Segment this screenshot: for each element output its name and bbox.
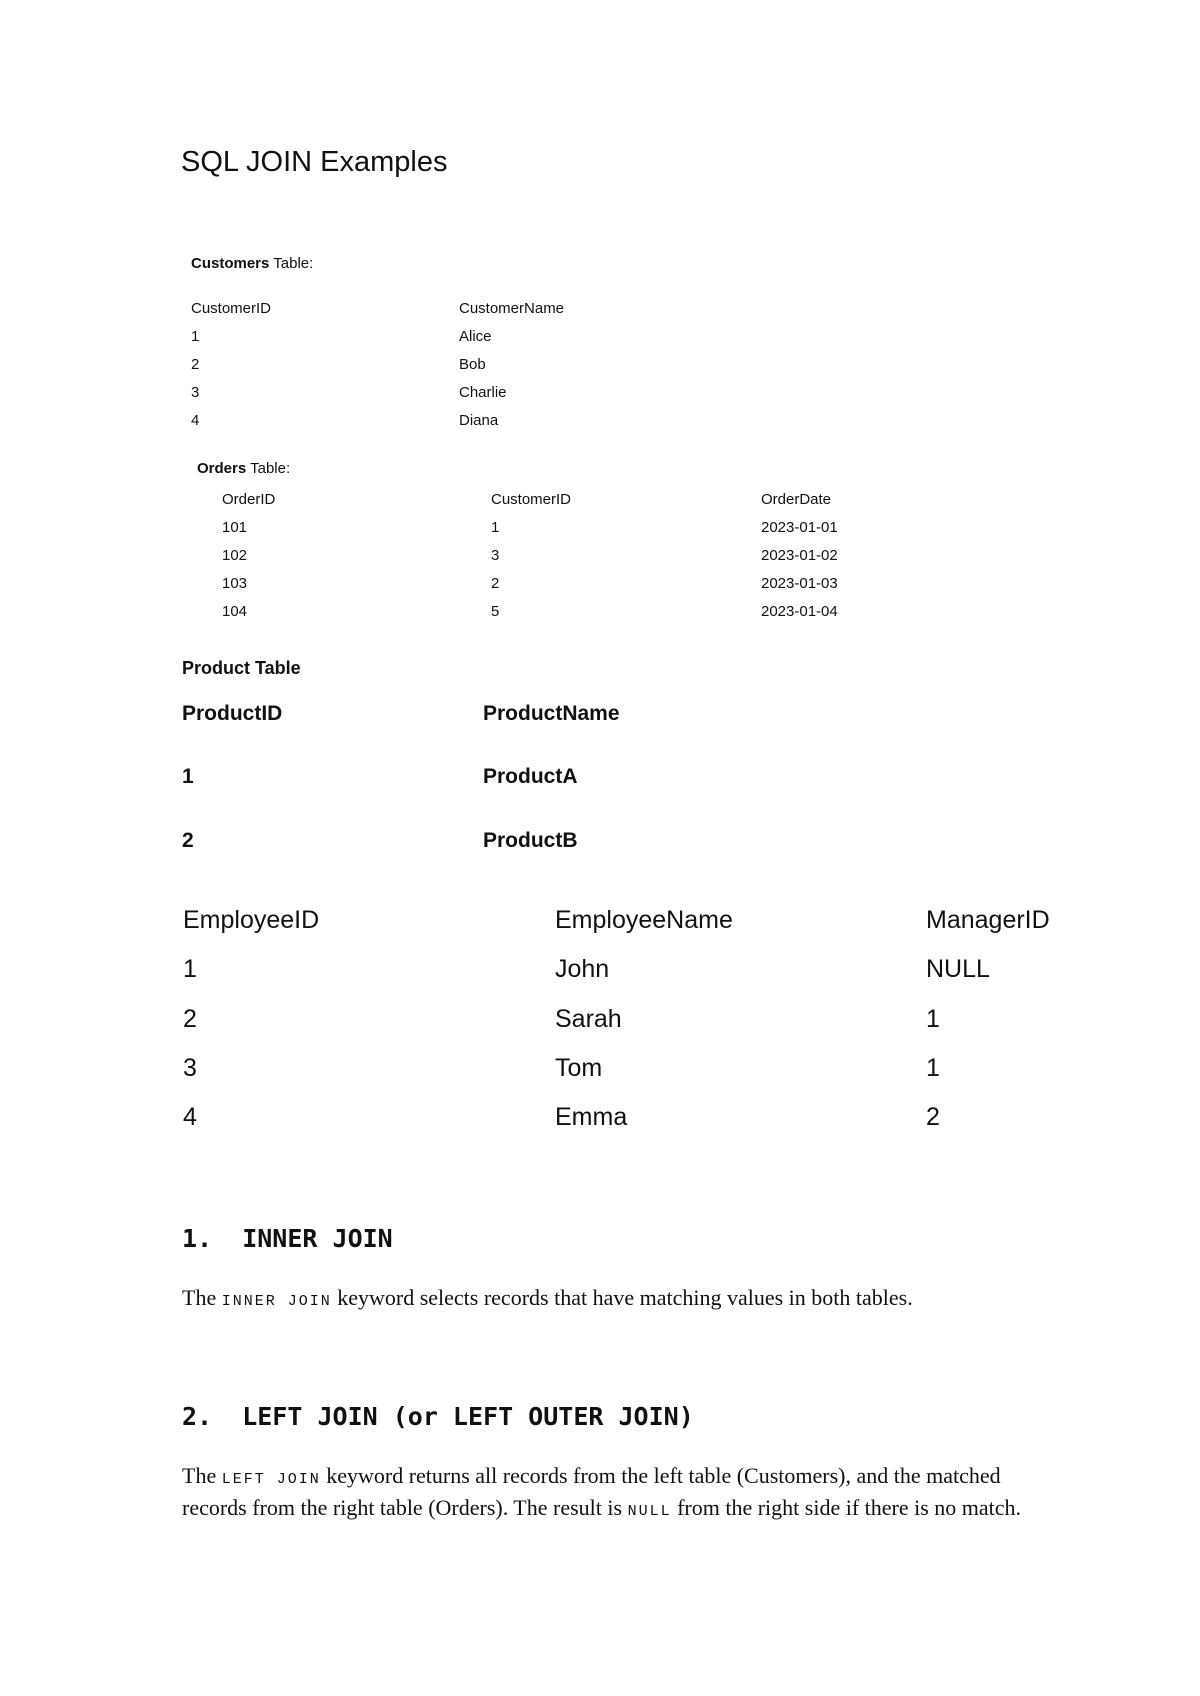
paragraph-text: from the right side if there is no match. [671, 1495, 1022, 1520]
paragraph-text: keyword returns all records from the left table (Customers), and the matched records from the right table (Orders). The result is [182, 1463, 1001, 1520]
employees-cell: 1 [183, 955, 197, 983]
employees-header-id: EmployeeID [183, 906, 320, 934]
section-heading-left-join: 2. LEFT JOIN (or LEFT OUTER JOIN) [182, 1402, 694, 1431]
customers-cell: 4 [191, 412, 200, 429]
employees-cell: NULL [926, 955, 990, 983]
section-heading-inner-join: 1. INNER JOIN [182, 1224, 393, 1253]
orders-cell: 101 [222, 519, 248, 536]
product-cell: ProductB [483, 829, 578, 852]
customers-cell: Diana [459, 412, 499, 429]
paragraph-text: The [182, 1463, 222, 1488]
paragraph-text: keyword selects records that have matching values in both tables. [331, 1285, 913, 1310]
inline-code: INNER JOIN [221, 1293, 332, 1310]
section-paragraph-inner-join [182, 1284, 1042, 1316]
customers-header-name: CustomerName [459, 300, 565, 317]
orders-cell: 2 [491, 575, 500, 592]
customers-cell: Alice [459, 328, 492, 345]
orders-label-rest: Table: [246, 460, 291, 477]
employees-cell: 1 [926, 1005, 940, 1033]
product-header-name: ProductName [483, 702, 620, 725]
orders-cell: 5 [491, 603, 500, 620]
orders-cell: 2023-01-02 [761, 547, 838, 564]
employees-cell: 1 [926, 1054, 940, 1082]
customers-cell: Bob [459, 356, 486, 373]
product-cell: ProductA [483, 765, 578, 788]
orders-cell: 3 [491, 547, 500, 564]
product-cell: 1 [182, 765, 194, 788]
inline-code: LEFT JOIN [221, 1471, 321, 1488]
orders-label-bold: Orders [197, 460, 247, 477]
inline-code: NULL [627, 1503, 672, 1520]
employees-cell: Tom [555, 1054, 603, 1082]
product-table-label: Product Table [182, 658, 301, 678]
customers-header-id: CustomerID [191, 300, 272, 317]
page-title: SQL JOIN Examples [181, 146, 448, 178]
employees-cell: 2 [926, 1103, 940, 1131]
customers-cell: 1 [191, 328, 200, 345]
customers-cell: 2 [191, 356, 200, 373]
customers-label-rest: Table: [269, 255, 314, 272]
customers-cell: Charlie [459, 384, 507, 401]
customers-label-bold: Customers [191, 255, 270, 272]
orders-cell: 104 [222, 603, 248, 620]
orders-cell: 2023-01-04 [761, 603, 838, 620]
employees-cell: 3 [183, 1054, 197, 1082]
orders-cell: 2023-01-01 [761, 519, 838, 536]
orders-header-customerid: CustomerID [491, 491, 572, 508]
paragraph-text: The [182, 1285, 222, 1310]
product-cell: 2 [182, 829, 194, 852]
orders-cell: 103 [222, 575, 248, 592]
employees-cell: Emma [555, 1103, 628, 1131]
customers-cell: 3 [191, 384, 200, 401]
section-paragraph-left-join [182, 1462, 1042, 1526]
orders-cell: 1 [491, 519, 500, 536]
employees-header-name: EmployeeName [555, 906, 733, 934]
product-header-id: ProductID [182, 702, 283, 725]
employees-cell: 2 [183, 1005, 197, 1033]
orders-header-orderid: OrderID [222, 491, 276, 508]
employees-header-managerid: ManagerID [926, 906, 1050, 934]
orders-cell: 102 [222, 547, 248, 564]
orders-table-label [197, 460, 290, 477]
employees-cell: 4 [183, 1103, 197, 1131]
employees-cell: Sarah [555, 1005, 622, 1033]
orders-cell: 2023-01-03 [761, 575, 838, 592]
employees-cell: John [555, 955, 610, 983]
orders-header-orderdate: OrderDate [761, 491, 832, 508]
customers-table-label [191, 255, 313, 272]
